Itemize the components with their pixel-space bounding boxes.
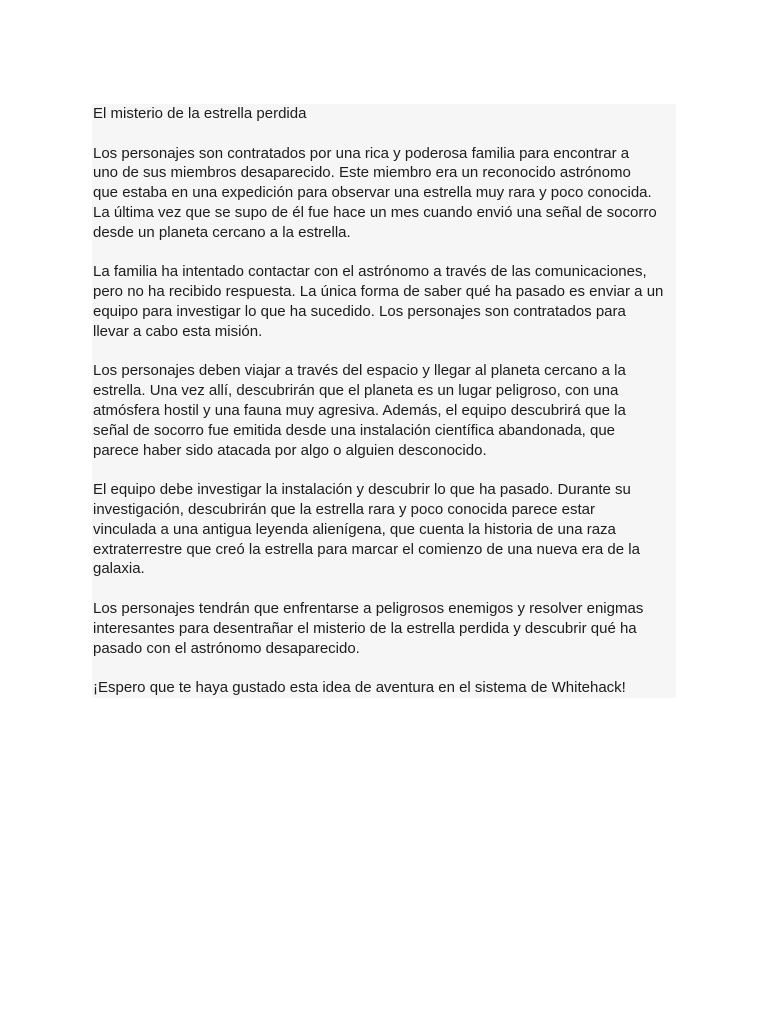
- paragraph-gap: [92, 460, 676, 480]
- paragraph-line: extraterrestre que creó la estrella para marcar el comienzo de una nueva era de la: [93, 540, 640, 558]
- paragraph-line: vinculada a una antigua leyenda alienígena, que cuenta la historia de una raza: [93, 520, 616, 538]
- paragraph-gap: [92, 579, 676, 599]
- paragraph-line: parece haber sido atacada por algo o alguien desconocido.: [93, 441, 487, 459]
- paragraph-line: La familia ha intentado contactar con el astrónomo a través de las comunicaciones,: [93, 263, 647, 281]
- paragraph-3: [92, 361, 676, 460]
- paragraph-4: [92, 480, 676, 579]
- paragraph-line: desde un planeta cercano a la estrella.: [93, 223, 351, 241]
- paragraph-1: [92, 144, 676, 243]
- paragraph-line: investigación, descubrirán que la estrella rara y poco conocida parece estar: [93, 500, 595, 518]
- title-text: El misterio de la estrella perdida: [93, 105, 307, 122]
- paragraph-line: equipo para investigar lo que ha sucedido. Los personajes son contratados para: [93, 302, 626, 320]
- paragraph-gap: [92, 124, 676, 144]
- paragraph-gap: [92, 243, 676, 263]
- paragraph-line: pero no ha recibido respuesta. La única forma de saber qué ha pasado es enviar a un: [93, 283, 664, 301]
- paragraph-line: llevar a cabo esta misión.: [93, 322, 263, 340]
- paragraph-line: pasado con el astrónomo desaparecido.: [93, 639, 360, 657]
- paragraph-line: atmósfera hostil y una fauna muy agresiva. Además, el equipo descubrirá que la: [93, 401, 626, 419]
- paragraph-6: [92, 678, 676, 698]
- paragraph-line: señal de socorro fue emitida desde una instalación científica abandonada, que: [93, 421, 616, 439]
- paragraph-line: que estaba en una expedición para observar una estrella muy rara y poco conocida.: [93, 184, 652, 202]
- paragraph-line: Los personajes son contratados por una rica y poderosa familia para encontrar a: [93, 144, 630, 162]
- paragraph-gap: [92, 342, 676, 362]
- paragraph-line: uno de sus miembros desaparecido. Este miembro era un reconocido astrónomo: [93, 164, 631, 182]
- paragraph-gap: [92, 658, 676, 678]
- paragraph-line: estrella. Una vez allí, descubrirán que el planeta es un lugar peligroso, con una: [93, 382, 619, 400]
- paragraph-line: interesantes para desentrañar el misterio de la estrella perdida y descubrir qué ha: [93, 619, 637, 637]
- document-body: [92, 104, 676, 698]
- paragraph-line: ¡Espero que te haya gustado esta idea de aventura en el sistema de Whitehack!: [93, 679, 626, 697]
- paragraph-5: [92, 599, 676, 658]
- document-title: [92, 104, 676, 124]
- paragraph-line: galaxia.: [93, 560, 145, 578]
- paragraph-line: Los personajes tendrán que enfrentarse a peligrosos enemigos y resolver enigmas: [93, 599, 644, 617]
- paragraph-line: El equipo debe investigar la instalación y descubrir lo que ha pasado. Durante su: [93, 481, 631, 499]
- paragraph-line: Los personajes deben viajar a través del espacio y llegar al planeta cercano a la: [93, 362, 626, 380]
- paragraph-2: [92, 262, 676, 341]
- paragraph-line: La última vez que se supo de él fue hace un mes cuando envió una señal de socorro: [93, 203, 657, 221]
